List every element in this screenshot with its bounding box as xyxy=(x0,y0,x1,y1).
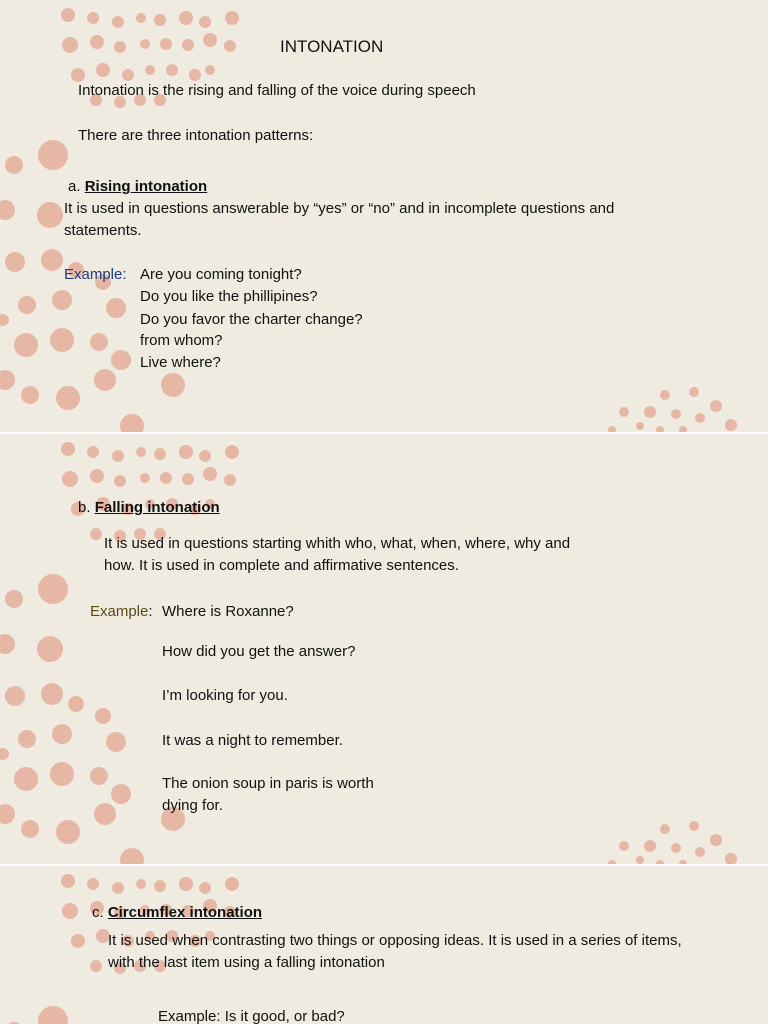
decorative-dot xyxy=(660,390,670,400)
section-b-example-5: The onion soup in paris is worth xyxy=(162,775,374,792)
decorative-dot xyxy=(120,848,144,864)
decorative-dot xyxy=(203,33,217,47)
decorative-dot xyxy=(225,445,239,459)
decorative-dot xyxy=(90,469,104,483)
decorative-dot xyxy=(37,202,63,228)
definition-text: Intonation is the rising and falling of the voice during speech xyxy=(78,82,476,99)
section-a-description-2: statements. xyxy=(64,222,142,239)
decorative-dot xyxy=(120,414,144,432)
section-b-description-1: It is used in questions starting whith who, what, when, where, why and xyxy=(104,535,571,552)
decorative-dot xyxy=(154,14,166,26)
decorative-dot xyxy=(136,447,146,457)
decorative-dot xyxy=(140,39,150,49)
decorative-dot xyxy=(18,296,36,314)
decorative-dot xyxy=(160,38,172,50)
section-c-prefix: c. xyxy=(92,904,104,921)
decorative-dot xyxy=(695,847,705,857)
decorative-dot xyxy=(112,450,124,462)
decorative-dot xyxy=(68,696,84,712)
section-a-prefix: a. xyxy=(68,178,81,195)
decorative-dot xyxy=(41,683,63,705)
decorative-dot xyxy=(94,803,116,825)
decorative-dot xyxy=(14,333,38,357)
decorative-dot xyxy=(636,422,644,430)
decorative-dot xyxy=(106,298,126,318)
decorative-dot xyxy=(160,472,172,484)
decorative-dot xyxy=(41,249,63,271)
decorative-dot xyxy=(18,730,36,748)
decorative-dot xyxy=(95,708,111,724)
example-label-text: Example xyxy=(90,603,149,620)
section-b-example-6: dying for. xyxy=(162,797,223,814)
section-a-example-2: Do you like the phillipines? xyxy=(140,288,318,305)
decorative-dot xyxy=(87,12,99,24)
decorative-dot xyxy=(671,409,681,419)
section-b-heading xyxy=(78,497,220,519)
decorative-dot xyxy=(90,528,102,540)
decorative-dot xyxy=(671,843,681,853)
decorative-dot xyxy=(5,590,23,608)
decorative-dot xyxy=(52,724,72,744)
section-b-example-1: Where is Roxanne? xyxy=(162,603,294,620)
decorative-dot xyxy=(50,762,74,786)
decorative-dot xyxy=(145,65,155,75)
decorative-dot xyxy=(90,767,108,785)
decorative-dot xyxy=(205,65,215,75)
section-a-example-5: Live where? xyxy=(140,354,221,371)
decorative-dot xyxy=(5,686,25,706)
decorative-dot xyxy=(5,252,25,272)
decorative-dot xyxy=(94,369,116,391)
decorative-dot xyxy=(224,40,236,52)
decorative-dot xyxy=(90,333,108,351)
decorative-dot xyxy=(0,634,15,654)
slide-falling-intonation xyxy=(0,434,768,864)
section-a-example-3: Do you favor the charter change? xyxy=(140,311,363,328)
decorative-dot xyxy=(87,878,99,890)
decorative-dot xyxy=(199,16,211,28)
decorative-dot xyxy=(695,413,705,423)
decorative-dot xyxy=(710,834,722,846)
decorative-dot xyxy=(225,11,239,25)
decorative-dot xyxy=(21,386,39,404)
decorative-dot xyxy=(644,840,656,852)
decorative-dot xyxy=(179,445,193,459)
section-a-example-1: Are you coming tonight? xyxy=(140,266,302,283)
decorative-dot xyxy=(112,16,124,28)
decorative-dot xyxy=(21,820,39,838)
decorative-dot xyxy=(90,35,104,49)
decorative-dot xyxy=(112,882,124,894)
decorative-dot xyxy=(96,63,110,77)
decorative-dot xyxy=(0,804,15,824)
decorative-dot xyxy=(62,37,78,53)
decorative-dot xyxy=(660,824,670,834)
decorative-dot xyxy=(62,471,78,487)
decorative-dot xyxy=(636,856,644,864)
section-a-heading xyxy=(68,176,207,198)
decorative-dot xyxy=(87,446,99,458)
decorative-dot xyxy=(136,13,146,23)
decorative-dot xyxy=(61,442,75,456)
decorative-dot xyxy=(710,400,722,412)
section-b-title: Falling intonation xyxy=(94,499,220,516)
section-b-example-2: How did you get the answer? xyxy=(162,643,356,660)
decorative-dot xyxy=(224,474,236,486)
section-a-example-4: from whom? xyxy=(140,332,223,349)
section-b-example-4: It was a night to remember. xyxy=(162,732,343,749)
decorative-dot xyxy=(62,903,78,919)
section-b-example-3: I’m looking for you. xyxy=(162,687,288,704)
decorative-dot xyxy=(182,473,194,485)
decorative-dot xyxy=(725,853,737,864)
decorative-dot xyxy=(111,784,131,804)
decorative-dot xyxy=(689,821,699,831)
decorative-dot xyxy=(154,880,166,892)
decorative-dot xyxy=(90,960,102,972)
page-title: INTONATION xyxy=(280,37,384,56)
decorative-dot xyxy=(644,406,656,418)
section-b-description-2: how. It is used in complete and affirmative sentences. xyxy=(104,557,459,574)
decorative-dot xyxy=(37,636,63,662)
decorative-dot xyxy=(61,8,75,22)
decorative-dot xyxy=(179,877,193,891)
decorative-dot xyxy=(619,407,629,417)
slide-rising-intonation xyxy=(0,0,768,432)
section-a-title: Rising intonation xyxy=(84,178,208,195)
decorative-dot xyxy=(71,934,85,948)
section-c-example: Example: Is it good, or bad? xyxy=(158,1008,345,1024)
decorative-dot xyxy=(199,450,211,462)
decorative-dot xyxy=(106,732,126,752)
section-c-description-1: It is used when contrasting two things or opposing ideas. It is used in a series of items, xyxy=(108,932,682,949)
decorative-dot xyxy=(111,350,131,370)
decorative-dot xyxy=(38,140,68,170)
decorative-dot xyxy=(38,574,68,604)
decorative-dot xyxy=(203,467,217,481)
decorative-dot xyxy=(179,11,193,25)
section-b-prefix: b. xyxy=(78,499,91,516)
decorative-dot xyxy=(5,156,23,174)
decorative-dot xyxy=(14,767,38,791)
decorative-dot xyxy=(114,475,126,487)
decorative-dot xyxy=(56,386,80,410)
example-label-text: Example xyxy=(64,266,123,283)
decorative-dot xyxy=(225,877,239,891)
patterns-intro: There are three intonation patterns: xyxy=(78,127,314,144)
section-c-heading xyxy=(92,902,262,924)
decorative-dot xyxy=(0,200,15,220)
section-c-title: Circumflex intonation xyxy=(107,904,263,921)
section-a-description-1: It is used in questions answerable by “yes” or “no” and in incomplete questions and xyxy=(64,200,615,217)
decorative-dot xyxy=(725,419,737,431)
decorative-dot xyxy=(0,748,9,760)
decorative-dot xyxy=(50,328,74,352)
decorative-dot xyxy=(136,879,146,889)
decorative-dot xyxy=(140,473,150,483)
decorative-dot xyxy=(154,448,166,460)
slide-circumflex-intonation xyxy=(0,866,768,1024)
section-c-description-2: with the last item using a falling intonation xyxy=(108,954,385,971)
decorative-dot xyxy=(38,1006,68,1024)
decorative-dot xyxy=(199,882,211,894)
decorative-dot xyxy=(114,41,126,53)
decorative-dot xyxy=(52,290,72,310)
decorative-dot xyxy=(61,874,75,888)
decorative-dot xyxy=(56,820,80,844)
section-a-example-label: Example: xyxy=(64,266,127,283)
decorative-dot xyxy=(0,370,15,390)
decorative-dot xyxy=(619,841,629,851)
decorative-dot xyxy=(689,387,699,397)
decorative-dot xyxy=(166,64,178,76)
section-b-example-label: Example: xyxy=(90,603,153,620)
decorative-dot xyxy=(0,314,9,326)
decorative-dot xyxy=(182,39,194,51)
decorative-dot xyxy=(161,373,185,397)
